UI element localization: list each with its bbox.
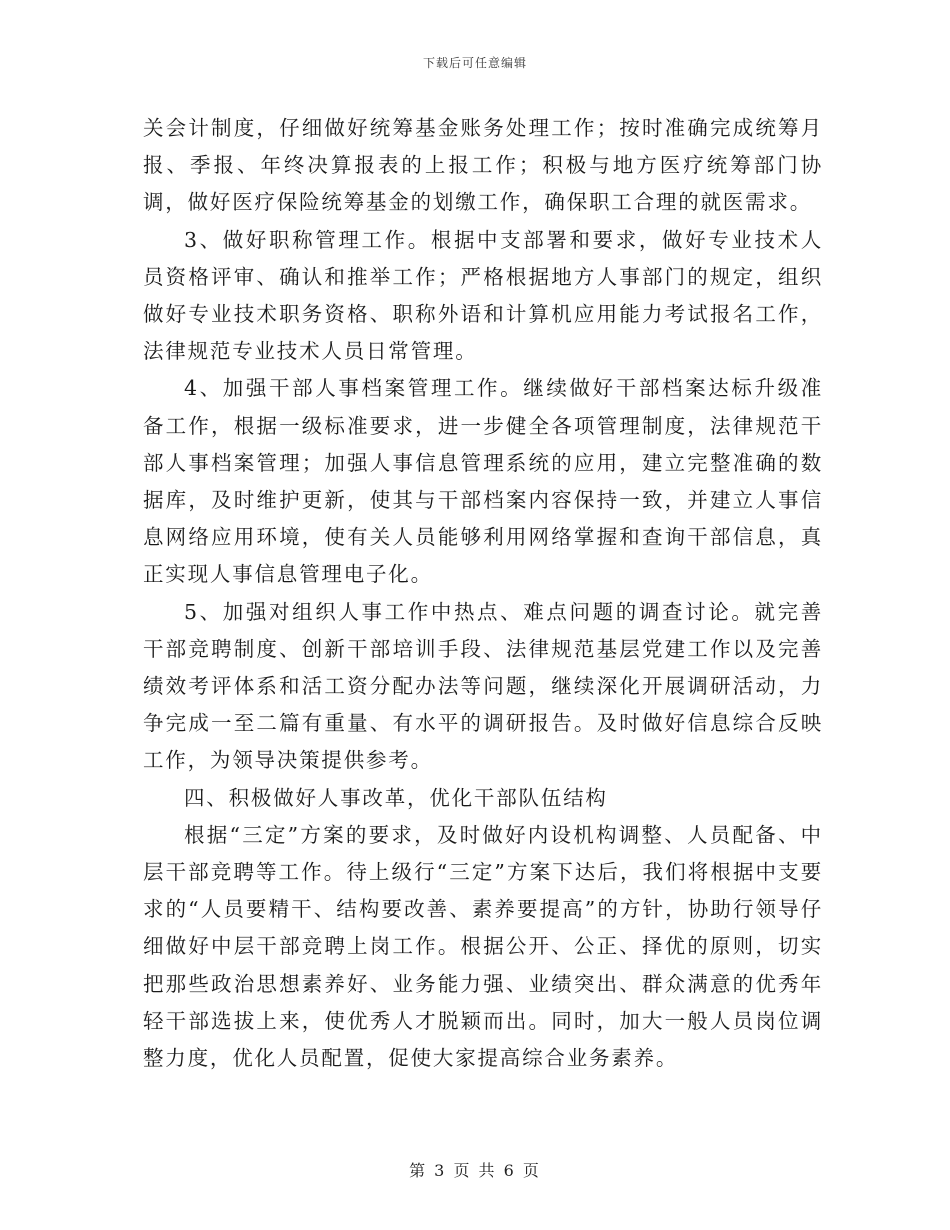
section-heading-reform: 四、积极做好人事改革，优化干部队伍结构: [184, 785, 608, 810]
paragraph-reform: 根据“三定”方案的要求，及时做好内设机构调整、人员配备、中层干部竞聘等工作。待上级行“三定”方案下达后，我们将根据中支要求的“人员要精干、结构要改善、素养要提高”的方针，协助行领导仔细做好中层干部竞聘上岗工作。根据公开、公正、择优的原则，切实把那些政治思想素养好、业务能力强、业绩突出、群众满意的优秀年轻干部选拔上来，使优秀人才脱颖而出。同时，加大一般人员岗位调整力度，优化人员配置，促使大家提高综合业务素养。: [143, 822, 823, 1071]
paragraph-continuation: 关会计制度，仔细做好统筹基金账务处理工作；按时准确完成统筹月报、季报、年终决算报表的上报工作；积极与地方医疗统筹部门协调，做好医疗保险统筹基金的划缴工作，确保职工合理的就医需求。: [143, 116, 823, 215]
paragraph-title-management: 3、做好职称管理工作。根据中支部署和要求，做好专业技术人员资格评审、确认和推举工作；严格根据地方人事部门的规定，组织做好专业技术职务资格、职称外语和计算机应用能力考试报名工作，法律规范专业技术人员日常管理。: [143, 227, 823, 364]
header-note: 下载后可任意编辑: [422, 56, 527, 70]
paragraph-research: 5、加强对组织人事工作中热点、难点问题的调查讨论。就完善干部竞聘制度、创新干部培训手段、法律规范基层党建工作以及完善绩效考评体系和活工资分配办法等问题，继续深化开展调研活动，力争完成一至二篇有重量、有水平的调研报告。及时做好信息综合反映工作，为领导决策提供参考。: [143, 599, 823, 773]
document-body: [143, 110, 823, 1077]
paragraph-archive-management: 4、加强干部人事档案管理工作。继续做好干部档案达标升级准备工作，根据一级标准要求，进一步健全各项管理制度，法律规范干部人事档案管理；加强人事信息管理系统的应用，建立完整准确的数据库，及时维护更新，使其与干部档案内容保持一致，并建立人事信息网络应用环境，使有关人员能够利用网络掌握和查询干部信息，真正实现人事信息管理电子化。: [143, 376, 823, 587]
page-number-footer: 第 3 页 共 6 页: [409, 1161, 541, 1180]
